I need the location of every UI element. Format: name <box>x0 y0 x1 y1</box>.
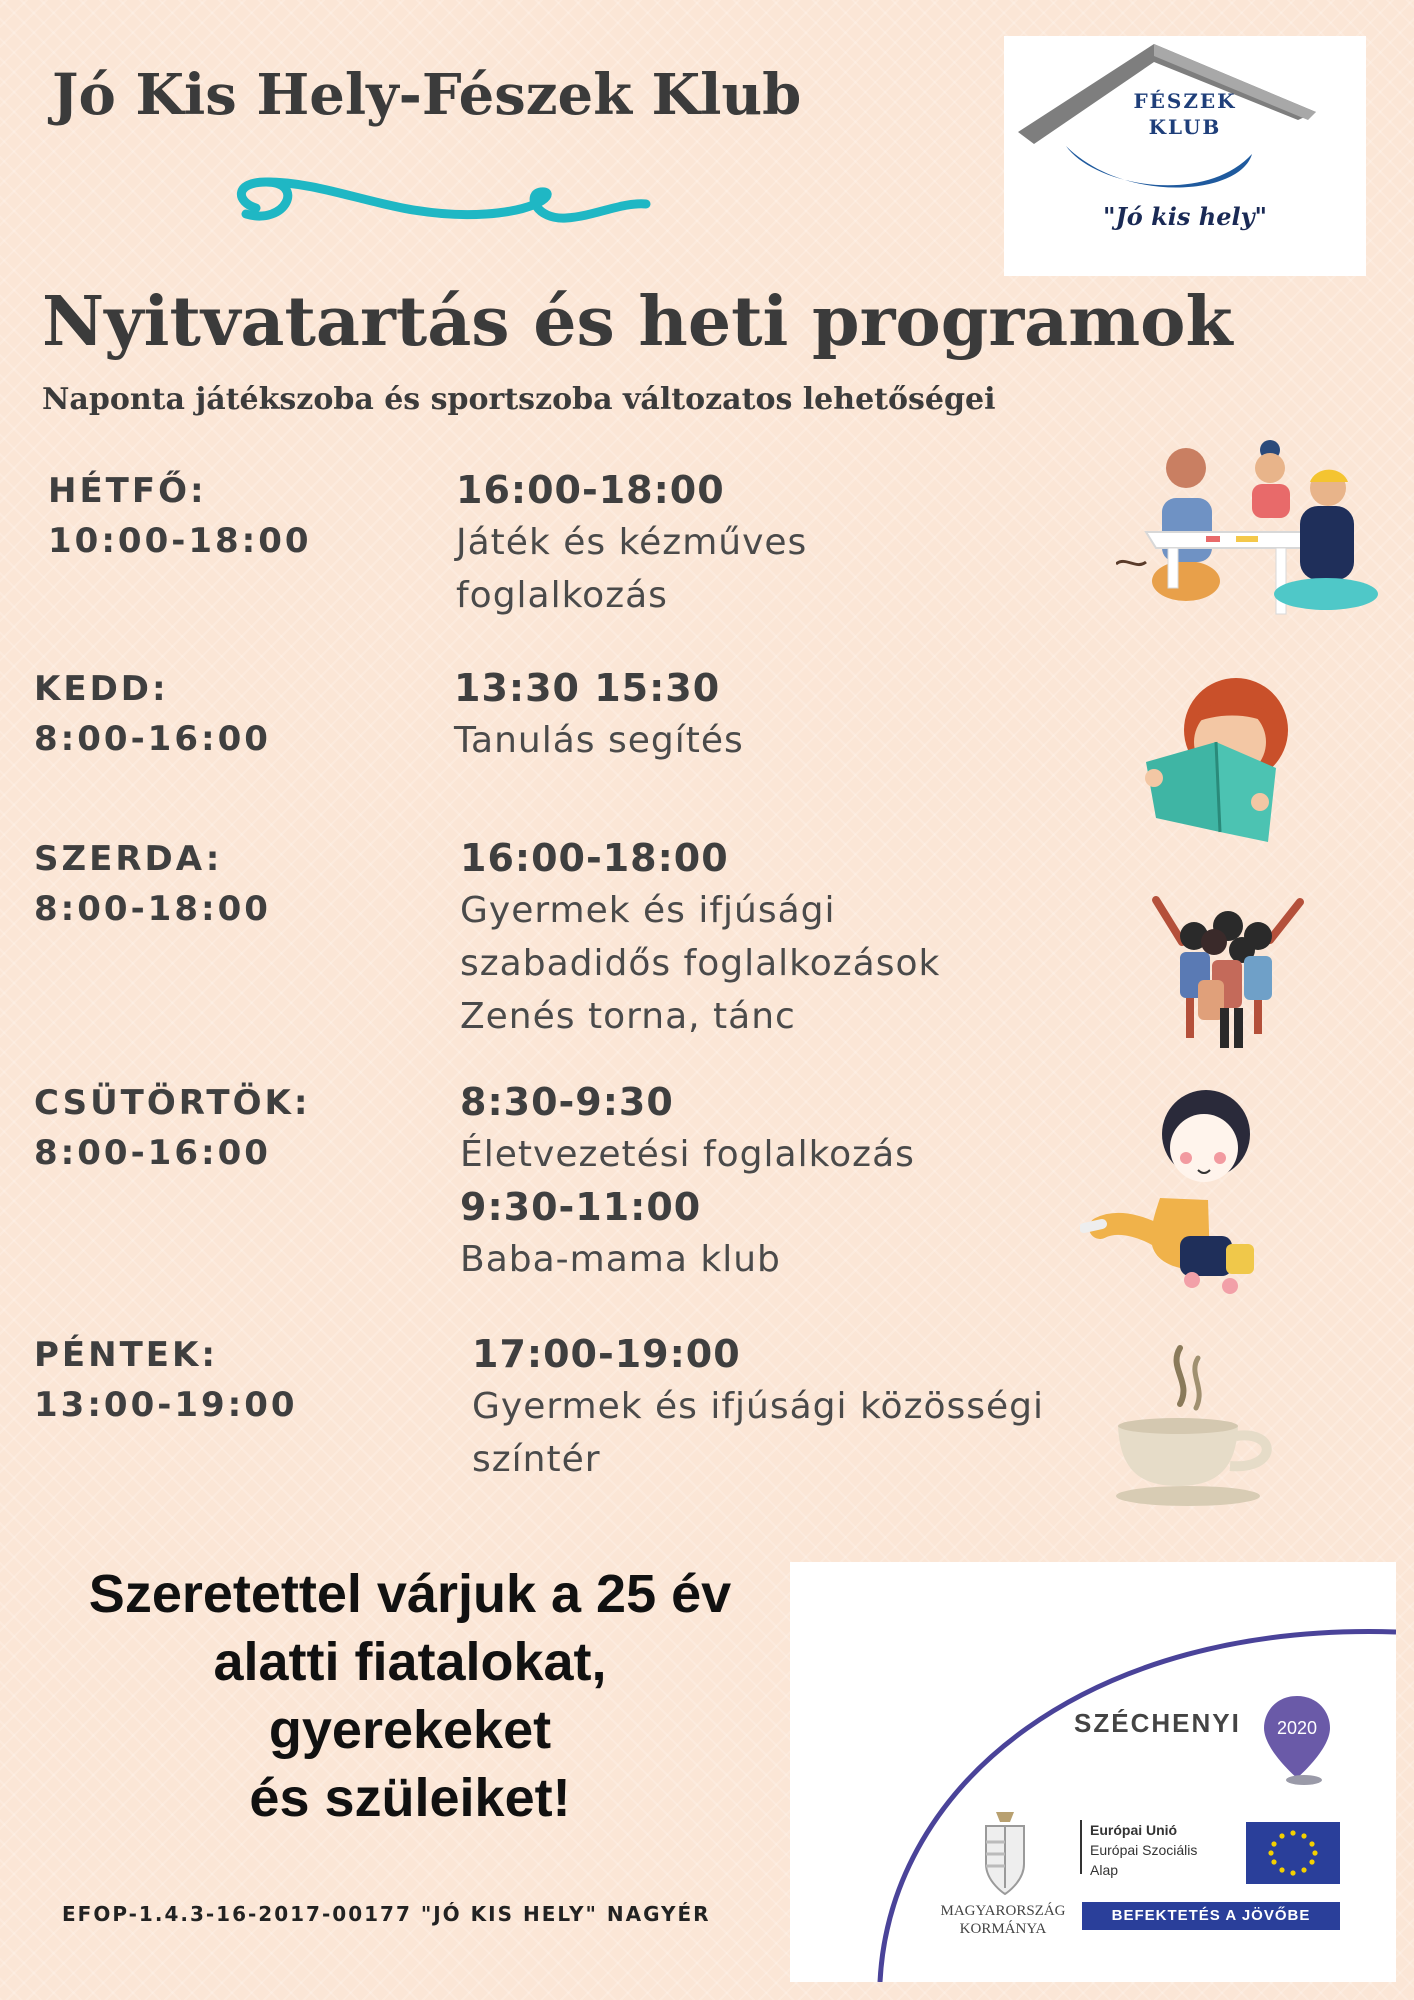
day-thursday <box>34 1078 310 1178</box>
program-wednesday <box>460 832 940 1043</box>
feszek-klub-logo <box>1004 36 1366 276</box>
main-title: Nyitvatartás és heti programok <box>42 282 1233 362</box>
program-line: Gyermek és ifjúsági <box>460 890 836 931</box>
logo-line1: FÉSZEK <box>1133 89 1237 113</box>
szechenyi-2020-sponsor-block <box>790 1562 1396 1982</box>
logo-slogan: "Jó kis hely" <box>1102 202 1268 231</box>
program-time: 17:00-19:00 <box>472 1332 741 1376</box>
day-hours: 13:00-19:00 <box>34 1385 298 1425</box>
program-line: foglalkozás <box>456 575 668 616</box>
program-line: Gyermek és ifjúsági közösségi <box>472 1386 1045 1427</box>
gov-line: MAGYARORSZÁG <box>940 1903 1066 1919</box>
coffee-cup-illustration <box>1108 1338 1288 1518</box>
day-tuesday <box>34 664 271 764</box>
program-line: Játék és kézműves <box>456 522 808 563</box>
program-line: Életvezetési foglalkozás <box>460 1134 915 1175</box>
wave-divider-icon <box>226 168 656 238</box>
welcome-line: és szüleiket! <box>249 1768 571 1828</box>
welcome-message <box>20 1560 800 1832</box>
day-hours: 8:00-16:00 <box>34 1133 271 1173</box>
day-label: SZERDA: <box>34 839 223 879</box>
day-label: PÉNTEK: <box>34 1335 218 1375</box>
program-line: Baba-mama klub <box>460 1239 781 1280</box>
welcome-line: gyerekeket <box>268 1700 552 1760</box>
day-label: KEDD: <box>34 669 169 709</box>
dancing-group-illustration <box>1148 880 1308 1050</box>
szechenyi-year: 2020 <box>1276 1718 1318 1738</box>
szechenyi-pin-icon <box>1260 1692 1334 1788</box>
day-hours: 8:00-18:00 <box>34 889 271 929</box>
board-game-group-illustration <box>1116 436 1386 626</box>
program-line: szabadidős foglalkozások <box>460 943 941 984</box>
program-line: Tanulás segítés <box>454 720 744 761</box>
program-time-2: 9:30-11:00 <box>460 1185 702 1229</box>
day-friday <box>34 1330 298 1430</box>
project-code: EFOP-1.4.3-16-2017-00177 "JÓ KIS HELY" NAGYÉR <box>62 1902 711 1926</box>
program-thursday <box>460 1076 915 1286</box>
program-tuesday <box>454 662 744 767</box>
playing-child-illustration <box>1080 1088 1280 1308</box>
program-friday <box>472 1328 1044 1486</box>
program-time: 13:30 15:30 <box>454 666 721 710</box>
day-hours: 10:00-18:00 <box>48 521 312 561</box>
divider <box>1080 1820 1082 1874</box>
welcome-line: alatti fiatalokat, <box>213 1632 607 1692</box>
club-title: Jó Kis Hely-Fészek Klub <box>52 62 802 128</box>
szechenyi-label: SZÉCHENYI <box>1074 1708 1241 1738</box>
hungarian-coat-of-arms-icon <box>980 1808 1030 1898</box>
day-label: CSÜTÖRTÖK: <box>34 1083 311 1123</box>
program-time: 16:00-18:00 <box>460 836 729 880</box>
reading-girl-illustration <box>1136 672 1296 842</box>
house-roof-icon <box>1004 36 1366 276</box>
day-label: HÉTFŐ: <box>48 471 207 511</box>
program-line: Zenés torna, tánc <box>460 996 796 1037</box>
logo-line2: KLUB <box>1148 115 1222 139</box>
day-hours: 8:00-16:00 <box>34 719 271 759</box>
invest-future-banner: BEFEKTETÉS A JÖVŐBE <box>1082 1902 1340 1930</box>
day-wednesday <box>34 834 271 934</box>
eu-line: Európai Unió <box>1090 1822 1178 1838</box>
welcome-line: Szeretettel várjuk a 25 év <box>88 1564 732 1624</box>
subtitle: Naponta játékszoba és sportszoba változatos lehetőségei <box>42 382 996 417</box>
program-time: 16:00-18:00 <box>456 468 725 512</box>
eu-flag-icon <box>1246 1822 1340 1884</box>
day-monday <box>48 466 312 566</box>
program-monday <box>456 464 807 622</box>
gov-line: KORMÁNYA <box>959 1921 1047 1937</box>
program-line: színtér <box>472 1439 601 1480</box>
eu-line: Alap <box>1090 1862 1119 1878</box>
program-time: 8:30-9:30 <box>460 1080 674 1124</box>
eu-line: Európai Szociális <box>1090 1842 1198 1858</box>
